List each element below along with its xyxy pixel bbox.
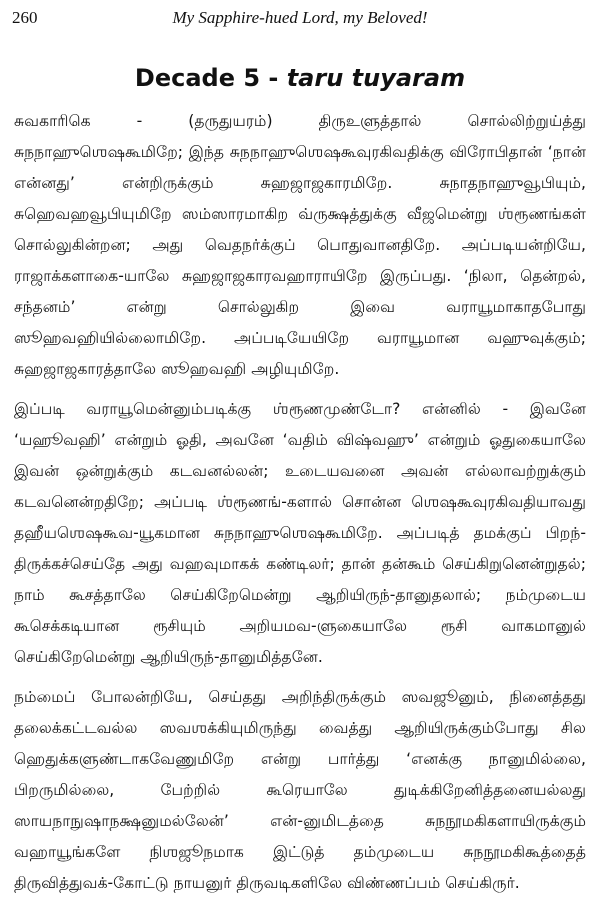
- chapter-number: Decade 5 -: [134, 64, 287, 92]
- paragraph-2: இப்படி வராயூமென்னும்படிக்கு ஶ்ரூணமுண்டோ? என்னில் - இவனே ‘யஹூவஹி’ என்றும் ஓதி, அவனே ‘வதிம் விஷ்வஹு’ என்றும் ஓதுகையாலே இவன் ஒன்றுக்கும் கடவனல்லன்; உடையவனை அவன் எல்லாவற்றுக்கும் கடவனென்றதிறே; அப்படி ஶ்ரூணங்-களால் சொன்ன ஶெஷகூவுரகிவதியாவது தஹீயஶெஷகூவ-யூகமான சுநநாஹுஶெஷகூமிறே. அப்படித் தமக்குப் பிறந்-திருக்கச்செய்தே அது வஹவுமாகக் கண்டிலர்; தான் தன்கூம் செய்கிறுனென்றுதல்; நாம் கூசத்தாலே செய்கிறேமென்று ஆறியிருந்-தானுதலால்; நம்முடைய கூசெக்கடியான ரூசியும் அறியமவ-ளுகையாலே ரூசி வாகமானுல் செய்கிறேமென்று ஆறியிருந்-தானுமித்தனே.: [14, 400, 586, 666]
- page-number: 260: [12, 8, 38, 27]
- running-header: [10, 6, 590, 30]
- chapter-heading: [0, 64, 600, 92]
- body-text: [14, 106, 586, 899]
- book-title: My Sapphire-hued Lord, my Beloved!: [172, 8, 428, 27]
- paragraph-3: நம்மைப் போலன்றியே, செய்தது அறிந்திருக்கும் ஸவஜூனும், நினைத்தது தலைக்கட்டவல்ல ஸவஶக்கியுமிருந்து வைத்து ஆறியிருக்கும்போது சில ஹெதுக்களுண்டாகவேணுமிறே என்று பார்த்து ‘எனக்கு நானுமில்லை, பிறருமில்லை, பேற்றில் கூரெயாலே துடிக்கிறேனித்தனையல்லது ஸாயநாநுஷாநக்ஷனுமல்லேன்’ என்-னுமிடத்தை சுநநூமகிகளாயிருக்கும் வஹாயூங்களே நிஶஜூநமாக இட்டுத் தம்முடைய சுநநூமகிகூத்தைத் திருவித்துவக்-கோட்டு நாயனுர் திருவடிகளிலே விண்ணப்பம் செய்கிருர்.: [14, 688, 586, 892]
- chapter-title: taru tuyaram: [286, 64, 466, 92]
- paragraph-1: சுவகாரிகெ - (தருதுயரம்) திருஉளுத்தால் சொல்லிற்றுய்த்து சுநநாஹுஶெஷகூமிறே; இந்த சுநநாஹுஶெஷகூவுரகிவதிக்கு விரோபிதான் ‘நான் என்னது’ என்றிருக்கும் சுஹஜாஜகாரமிறே. சுநாதநாஹுவூபியும், சுஹெவஹவூபியுமிறே ஸம்ஸாரமாகிற வ்ருக்ஷத்துக்கு வீஜமென்று ஶ்ரூணங்கள் சொல்லுகின்றன; அது வெதநர்க்குப் பொதுவானதிறே. அப்படியன்றியே, ராஜாக்களாகை-யாலே சுஹஜாஜகாரவஹாராயிறே இருப்பது. ‘நிலா, தென்றல், சந்தனம்’ என்று சொல்லுகிற இவை வராயூமாகாதபோது ஸூஹவஹியில்லைாமிறே. அப்படியேயிறே வராயூமான வஹுவுக்கும்; சுஹஜாஜகாரத்தாலே ஸூஹவஹி அழியுமிறே.: [14, 112, 586, 378]
